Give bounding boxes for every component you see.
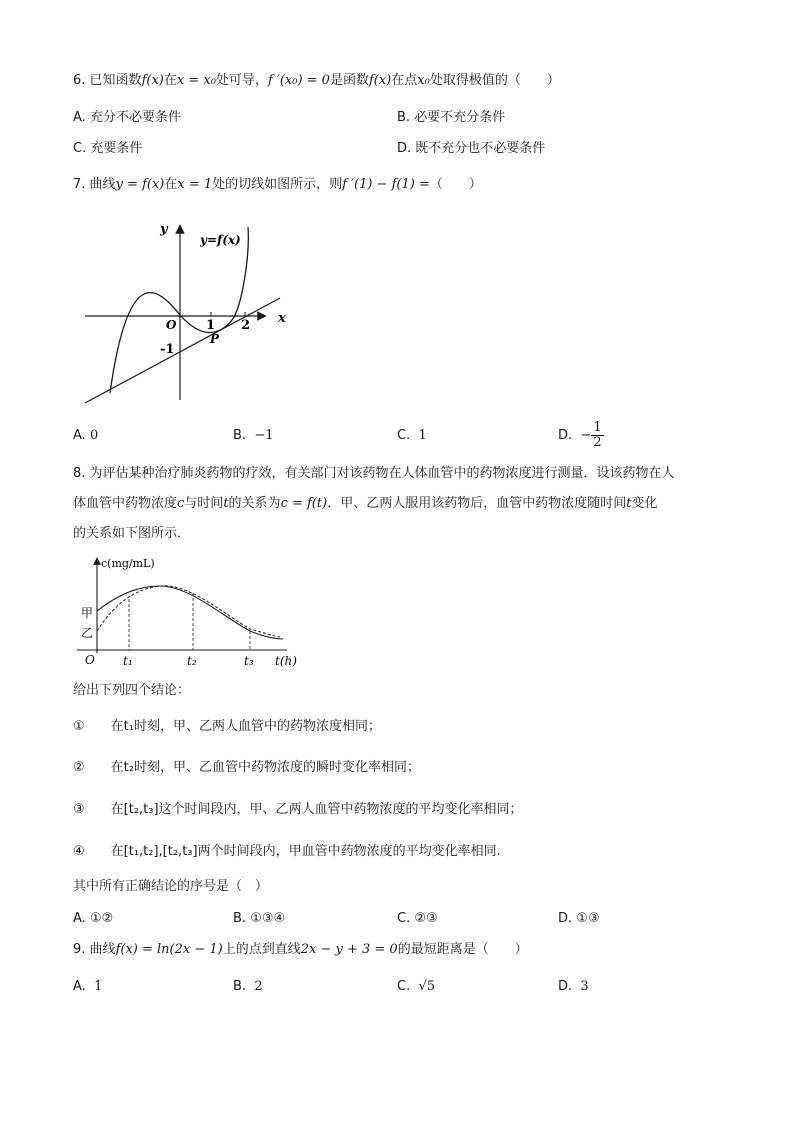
q7-option-c[interactable]: C. 1 [397, 428, 427, 443]
q8-line-3: 的关系如下图所示． [73, 526, 191, 541]
q9-option-d[interactable]: D. 3 [558, 979, 589, 994]
q6-option-d[interactable]: D. 既不充分也不必要条件 [397, 141, 546, 156]
q7-number: 7. [73, 177, 86, 192]
q7-option-b[interactable]: B. −1 [233, 428, 274, 443]
q7-option-a[interactable]: A. 0 [73, 428, 99, 443]
q8-line-1: 8. 为评估某种治疗肺炎药物的疗效，有关部门对该药物在人体血管中的药物浓度进行测量．设该药物在人 [73, 466, 675, 481]
q7-point-p-label: P [210, 332, 220, 346]
q8-question: 其中所有正确结论的序号是（ ） [73, 879, 269, 894]
q7-y-label: y [160, 222, 168, 237]
q8-label-yi: 乙 [81, 626, 94, 640]
q9-number: 9. [73, 942, 86, 957]
q8-number: 8. [73, 466, 86, 481]
q8-t2-label: t₂ [187, 654, 197, 668]
q8-y-label: c(mg/mL) [101, 557, 155, 570]
q8-conclusion-2: ② 在t₂时刻，甲、乙血管中药物浓度的瞬时变化率相同； [73, 760, 420, 775]
q8-t3-label: t₃ [244, 654, 254, 668]
q7-figure [70, 215, 310, 415]
q9-stem: 9. 曲线f(x) = ln(2x − 1)上的点到直线2x − y + 3 = 0的最短距离是（ ） [73, 942, 528, 957]
q7-tick-neg1-label: -1 [160, 342, 175, 357]
q7-curve [110, 227, 251, 393]
q8-option-d[interactable]: D. ①③ [558, 911, 600, 926]
q8-option-a[interactable]: A. ①② [73, 911, 114, 926]
q9-option-c[interactable]: C. √5 [397, 979, 436, 994]
q8-option-c[interactable]: C. ②③ [397, 911, 438, 926]
q8-label-jia: 甲 [81, 606, 94, 620]
q8-conclusion-3: ③ 在[t₂,t₃]这个时间段内，甲、乙两人血管中药物浓度的平均变化率相同； [73, 802, 523, 817]
q7-tick-1-label: 1 [206, 318, 216, 333]
q8-option-b[interactable]: B. ①③④ [233, 911, 286, 926]
q7-curve-label: y=f(x) [200, 233, 241, 247]
q6-stem: 6. 已知函数f(x)在x = x₀处可导，f ′(x₀) = 0是函数f(x)在点x₀处取得极值的（ ） [73, 73, 560, 88]
q7-tangent-line [85, 298, 280, 403]
q6-option-c[interactable]: C. 充要条件 [73, 141, 143, 156]
q6-option-a[interactable]: A. 充分不必要条件 [73, 110, 181, 125]
q8-t1-label: t₁ [123, 654, 133, 668]
q8-figure [75, 553, 315, 673]
q8-conclusion-4: ④ 在[t₁,t₂],[t₂,t₃]两个时间段内，甲血管中药物浓度的平均变化率相同. [73, 844, 501, 859]
q8-x-label: t(h) [275, 654, 297, 668]
q7-option-d[interactable]: D. − $\frac{1}{2}$ [558, 420, 602, 450]
q6-number: 6. [73, 73, 86, 88]
q7-origin-label: O [166, 318, 177, 332]
q7-stem: 7. 曲线y = f(x)在x = 1处的切线如图所示，则f ′(1) − f(1) =（ ） [73, 177, 482, 192]
q9-option-b[interactable]: B. 2 [233, 979, 263, 994]
q7-tick-2-label: 2 [241, 318, 251, 333]
q8-origin-label: O [85, 653, 95, 667]
q8-curve-jia [97, 586, 283, 639]
q7-x-label: x [278, 311, 286, 326]
q6-option-b[interactable]: B. 必要不充分条件 [397, 110, 506, 125]
q7-option-d-fraction: $\frac{1}{2}$ [593, 420, 602, 450]
q9-option-a[interactable]: A. 1 [73, 979, 103, 994]
q8-intro: 给出下列四个结论： [73, 683, 191, 698]
q8-line-2: 体血管中药物浓度c与时间t的关系为c = f(t)．甲、乙两人服用该药物后，血管中药物浓度随时间t变化 [73, 496, 658, 511]
q8-conclusion-1: ① 在t₁时刻，甲、乙两人血管中的药物浓度相同； [73, 719, 381, 734]
